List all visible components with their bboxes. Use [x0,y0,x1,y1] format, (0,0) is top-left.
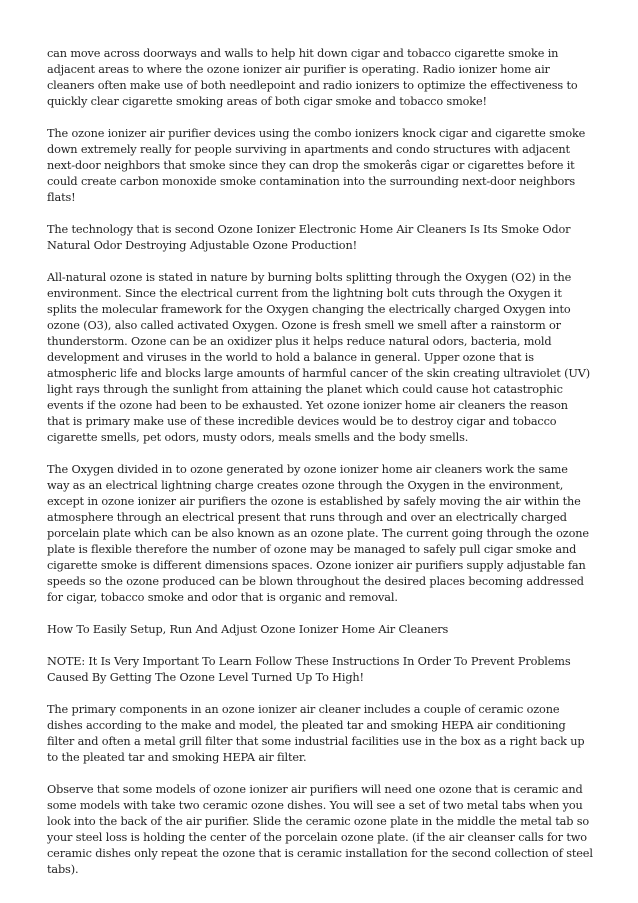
paragraph-combo-ionizers: The ozone ionizer air purifier devices using the combo ionizers knock cigar and cigarette smoke down extremely really for people surviving in apartments and condo structures with adjacent next-door neighbors that smoke since they can drop the smokerâs cigar or cigarettes before it could create carbon monoxide smoke contamination into the surrounding next-door neighbors flats! [47,127,586,204]
paragraph-setup-heading: How To Easily Setup, Run And Adjust Ozone Ionizer Home Air Cleaners [47,623,449,636]
paragraph-primary-components: The primary components in an ozone ionizer air cleaner includes a couple of ceramic ozone dishes according to the make and model, the pleated tar and smoking HEPA air conditioning filter and often a metal grill filter that some industrial facilities use in the box as a right back up to the pleated tar and smoking HEPA air filter. [47,703,585,764]
paragraph-note: NOTE: It Is Very Important To Learn Follow These Instructions In Order To Prevent Problems Caused By Getting The Ozone Level Turned Up To High! [47,655,571,684]
paragraph-natural-ozone: All-natural ozone is stated in nature by burning bolts splitting through the Oxygen (O2) in the environment. Since the electrical current from the lightning bolt cuts through the Oxygen it splits the molecular framework for the Oxygen changing the electrically charged Oxygen into ozone (O3), also called activated Oxygen. Ozone is fresh smell we smell after a rainstorm or thunderstorm. Ozone can be an oxidizer plus it helps reduce natural odors, bacteria, mold development and viruses in the world to hold a balance in general. Upper ozone that is atmospheric life and blocks large amounts of harmful cancer of the skin creating ultraviolet (UV) light rays through the sunlight from attaining the planet which could cause hot catastrophic events if the ozone had been to be exhausted. Yet ozone ionizer home air cleaners the reason that is primary make use of these incredible devices would be to destroy cigar and tobacco cigarette smells, pet odors, musty odors, meals smells and the body smells. [47,271,591,444]
document-page [47,46,593,894]
paragraph-second-technology: The technology that is second Ozone Ionizer Electronic Home Air Cleaners Is Its Smoke Odor Natural Odor Destroying Adjustable Ozone Production! [47,223,571,252]
paragraph-observe-models: Observe that some models of ozone ionizer air purifiers will need one ozone that is ceramic and some models with take two ceramic ozone dishes. You will see a set of two metal tabs when you look into the back of the air purifier. Slide the ceramic ozone plate in the middle the metal tab so your steel loss is holding the center of the porcelain ozone plate. (if the air cleanser calls for two ceramic dishes only repeat the ozone that is ceramic installation for the second collection of steel tabs). [47,783,593,876]
paragraph-oxygen-divided: The Oxygen divided in to ozone generated by ozone ionizer home air cleaners work the same way as an electrical lightning charge creates ozone through the Oxygen in the environment, except in ozone ionizer air purifiers the ozone is established by safely moving the air within the atmosphere through an electrical present that runs through and over an electrically charged porcelain plate which can be also known as an ozone plate. The current going through the ozone plate is flexible therefore the number of ozone may be managed to safely pull cigar smoke and cigarette smoke is different dimensions spaces. Ozone ionizer air purifiers supply adjustable fan speeds so the ozone produced can be blown throughout the desired places becoming addressed for cigar, tobacco smoke and odor that is organic and removal. [47,463,589,604]
paragraph-ionizer-intro: can move across doorways and walls to help hit down cigar and tobacco cigarette smoke in adjacent areas to where the ozone ionizer air purifier is operating. Radio ionizer home air cleaners often make use of both needlepoint and radio ionizers to optimize the effectiveness to quickly clear cigarette smoking areas of both cigar smoke and tobacco smoke! [47,47,578,108]
